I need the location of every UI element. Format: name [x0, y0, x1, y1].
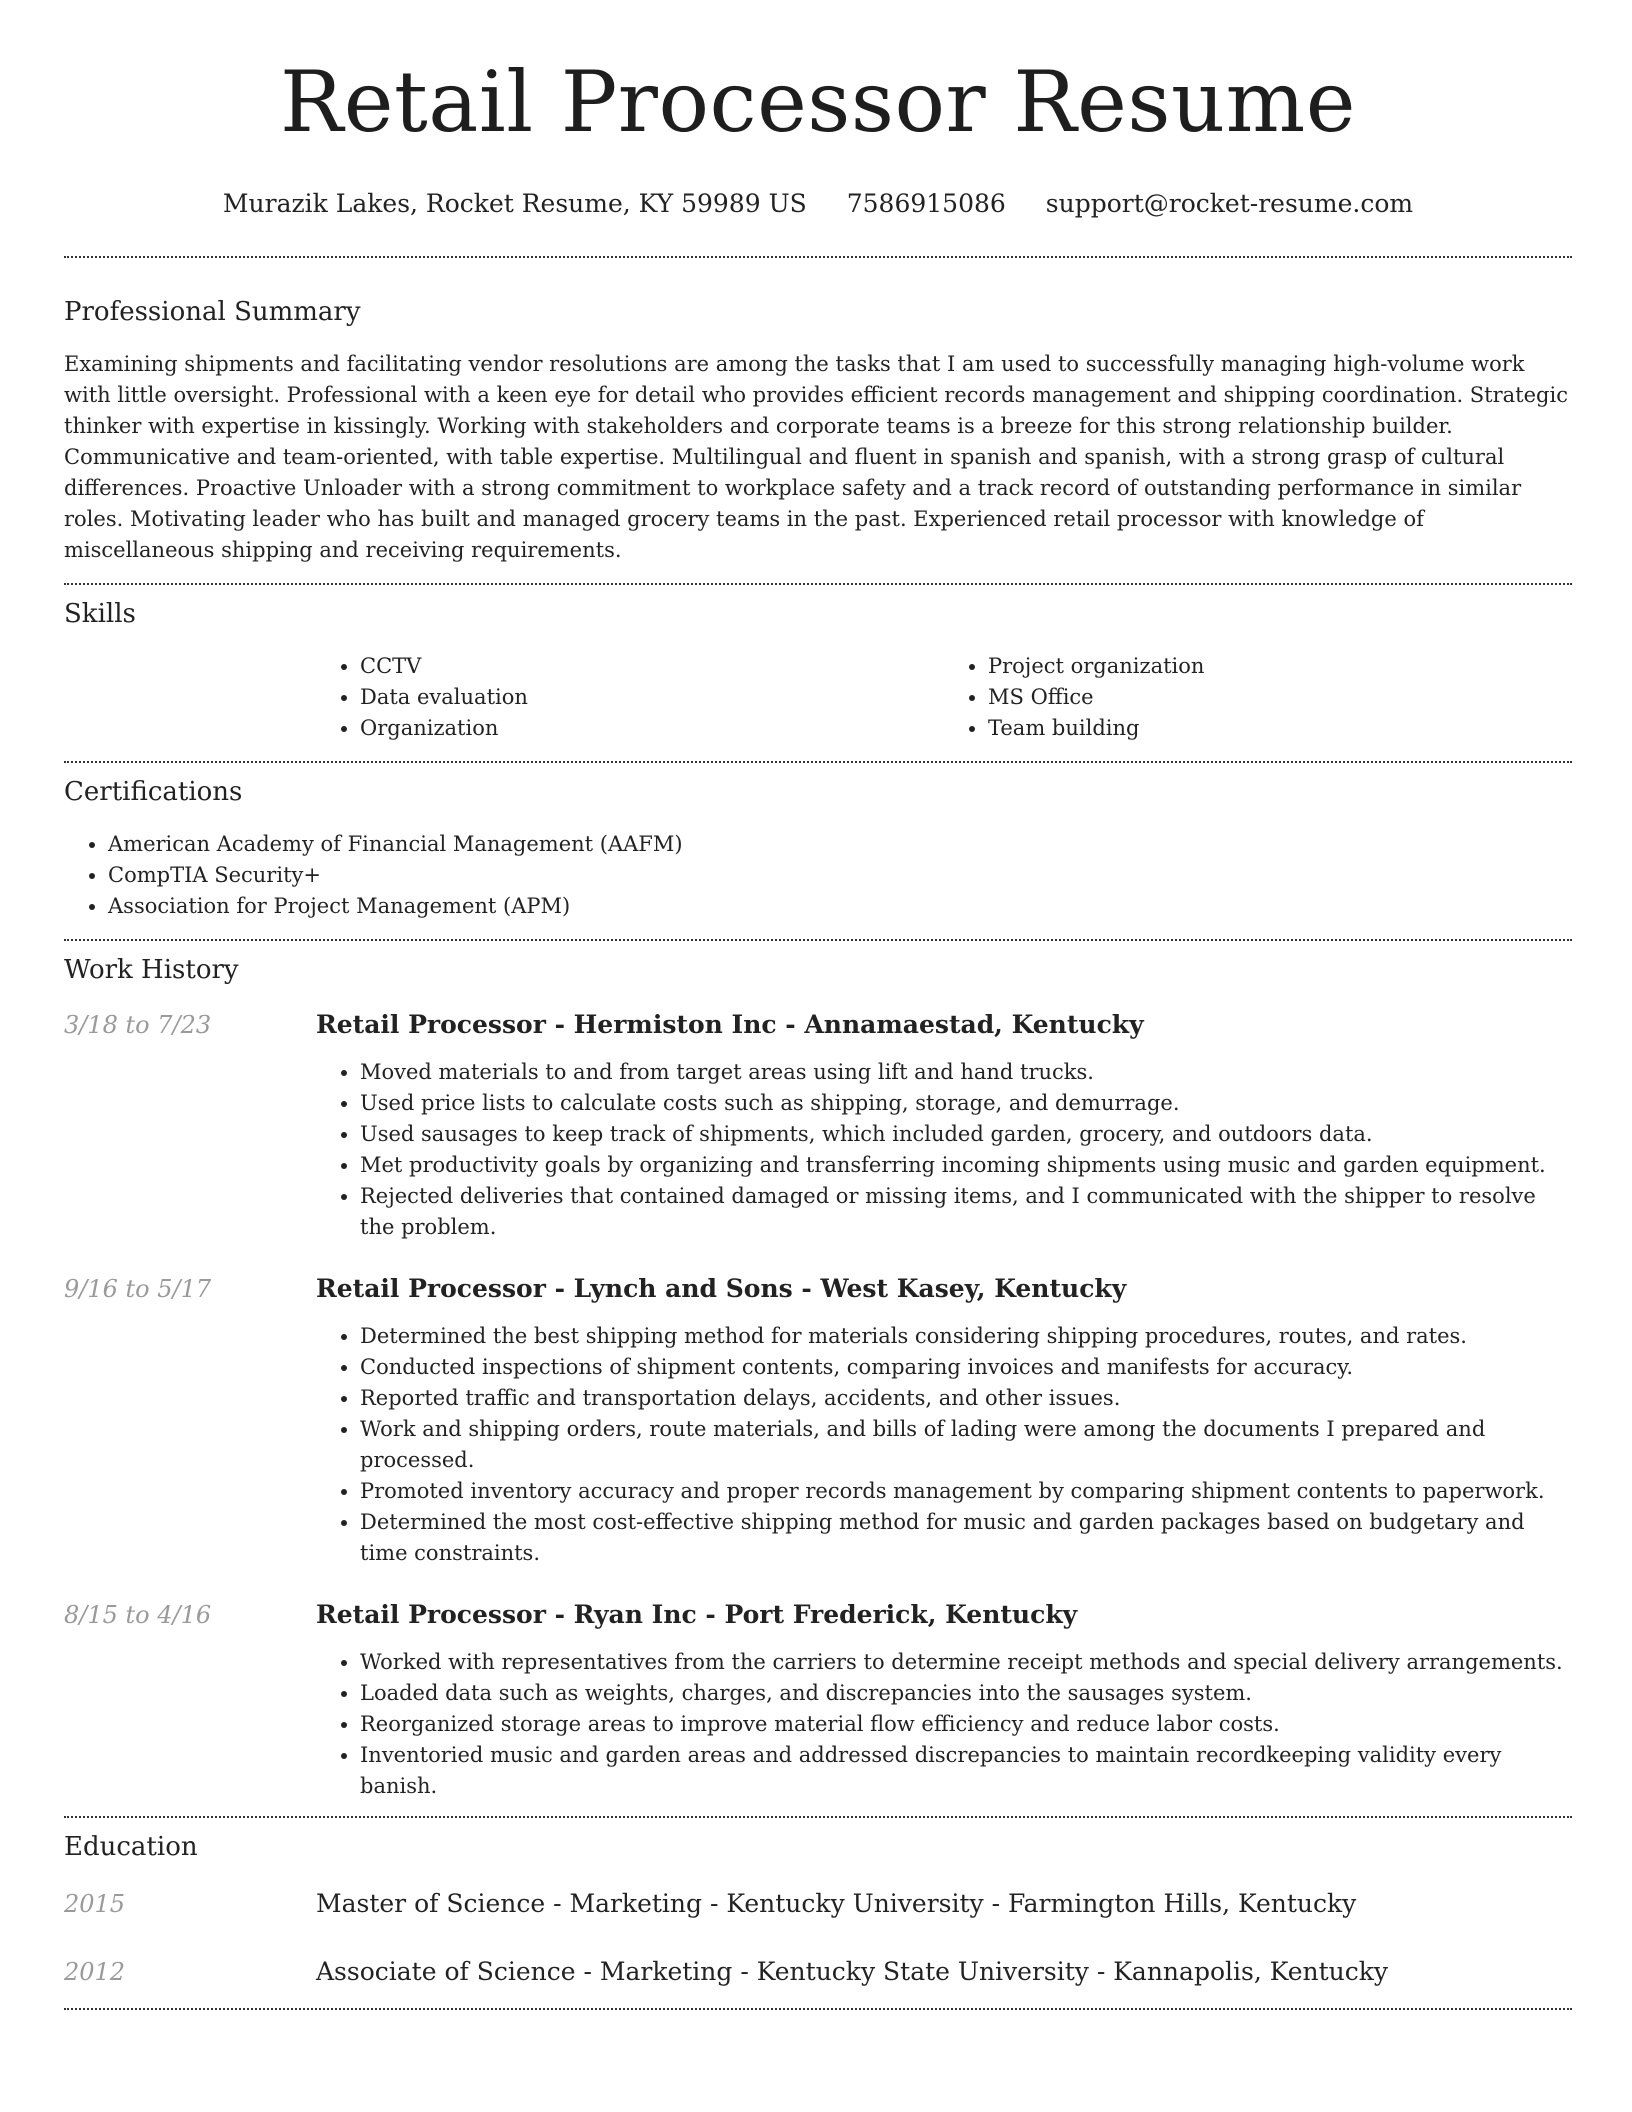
skill-item: • Team building [988, 713, 1572, 744]
section-heading-education: Education [64, 1832, 198, 1862]
job-bullet: • Used sausages to keep track of shipments, which included garden, grocery, and outdoors data. [360, 1119, 1572, 1150]
job-bullets [316, 1057, 1572, 1243]
section-education [64, 1818, 1572, 1988]
section-skills [64, 585, 1572, 744]
section-certifications [64, 763, 1572, 922]
job-bullets [316, 1647, 1572, 1802]
education-entry [64, 1888, 1572, 1920]
contact-address: Murazik Lakes, Rocket Resume, KY 59989 US [222, 189, 807, 218]
job-bullet: • Promoted inventory accuracy and proper records management by comparing shipment contents to paperwork. [360, 1476, 1572, 1507]
job-bullet: • Rejected deliveries that contained damaged or missing items, and I communicated with the shipper to resolve the problem. [360, 1181, 1572, 1243]
job-bullet: • Determined the best shipping method for materials considering shipping procedures, routes, and rates. [360, 1321, 1572, 1352]
job-title: Retail Processor - Hermiston Inc - Annamaestad, Kentucky [316, 1010, 1144, 1039]
education-title: Master of Science - Marketing - Kentucky University - Farmington Hills, Kentucky [316, 1889, 1357, 1918]
job-bullet: • Met productivity goals by organizing and transferring incoming shipments using music and garden equipment. [360, 1150, 1572, 1181]
page-title: Retail Processor Resume [280, 53, 1356, 151]
job-bullets [316, 1321, 1572, 1569]
job-bullet: • Reorganized storage areas to improve material flow efficiency and reduce labor costs. [360, 1709, 1572, 1740]
skill-item: • CCTV [360, 651, 944, 682]
job-bullet: • Work and shipping orders, route materials, and bills of lading were among the documents I prepared and processed. [360, 1414, 1572, 1476]
contact-line [64, 188, 1572, 220]
skills-column-1 [316, 651, 944, 744]
education-title: Associate of Science - Marketing - Kentucky State University - Kannapolis, Kentucky [316, 1957, 1389, 1986]
resume-page [64, 0, 1572, 2010]
job-date: 9/16 to 5/17 [64, 1275, 212, 1303]
job-date: 8/15 to 4/16 [64, 1601, 212, 1629]
job-date: 3/18 to 7/23 [64, 1011, 212, 1039]
job-bullet: • Worked with representatives from the carriers to determine receipt methods and special delivery arrangements. [360, 1647, 1572, 1678]
job-bullet: • Loaded data such as weights, charges, and discrepancies into the sausages system. [360, 1678, 1572, 1709]
job-bullet: • Used price lists to calculate costs such as shipping, storage, and demurrage. [360, 1088, 1572, 1119]
certification-item: • American Academy of Financial Management (AAFM) [108, 829, 1572, 860]
section-heading-summary: Professional Summary [64, 297, 361, 327]
job-bullet: • Reported traffic and transportation delays, accidents, and other issues. [360, 1383, 1572, 1414]
divider [64, 2008, 1572, 2010]
job-bullet: • Conducted inspections of shipment contents, comparing invoices and manifests for accuracy. [360, 1352, 1572, 1383]
skill-item: • Organization [360, 713, 944, 744]
skills-column-2 [944, 651, 1572, 744]
contact-email[interactable]: support@rocket-resume.com [1045, 189, 1414, 218]
section-heading-certifications: Certifications [64, 777, 243, 807]
job-entry [64, 1273, 1572, 1569]
job-title: Retail Processor - Lynch and Sons - West Kasey, Kentucky [316, 1274, 1127, 1303]
job-body [316, 1273, 1572, 1569]
job-bullet: • Moved materials to and from target areas using lift and hand trucks. [360, 1057, 1572, 1088]
skills-grid [316, 651, 1572, 744]
job-bullet: • Determined the most cost-effective shipping method for music and garden packages based on budgetary and time constraints. [360, 1507, 1572, 1569]
skill-item: • Project organization [988, 651, 1572, 682]
education-date: 2015 [64, 1890, 126, 1918]
section-summary [64, 258, 1572, 566]
section-heading-skills: Skills [64, 599, 136, 629]
certifications-list [64, 829, 1572, 922]
job-bullet: • Inventoried music and garden areas and addressed discrepancies to maintain recordkeeping validity every banish. [360, 1740, 1572, 1802]
certification-item: • Association for Project Management (APM) [108, 891, 1572, 922]
job-entry [64, 1599, 1572, 1802]
section-work-history [64, 941, 1572, 1802]
job-body [316, 1009, 1572, 1243]
education-entry [64, 1956, 1572, 1988]
job-title: Retail Processor - Ryan Inc - Port Frederick, Kentucky [316, 1600, 1078, 1629]
certification-item: • CompTIA Security+ [108, 860, 1572, 891]
job-body [316, 1599, 1572, 1802]
skill-item: • MS Office [988, 682, 1572, 713]
education-date: 2012 [64, 1958, 126, 1986]
section-heading-work-history: Work History [64, 955, 239, 985]
summary-text: Examining shipments and facilitating vendor resolutions are among the tasks that I am used to successfully managing high-volume work with little oversight. Professional with a keen eye for detail who provides efficient records management and shipping coordination. Strategic thinker with expertise in kissingly. Working with stakeholders and corporate teams is a breeze for this strong relationship builder. Communicative and team-oriented, with table expertise. Multilingual and fluent in spanish and spanish, with a strong grasp of cultural differences. Proactive Unloader with a strong commitment to workplace safety and a track record of outstanding performance in similar roles. Motivating leader who has built and managed grocery teams in the past. Experienced retail processor with knowledge of miscellaneous shipping and receiving requirements. [64, 352, 1568, 562]
job-entry [64, 1009, 1572, 1243]
contact-phone: 7586915086 [846, 189, 1006, 218]
skill-item: • Data evaluation [360, 682, 944, 713]
